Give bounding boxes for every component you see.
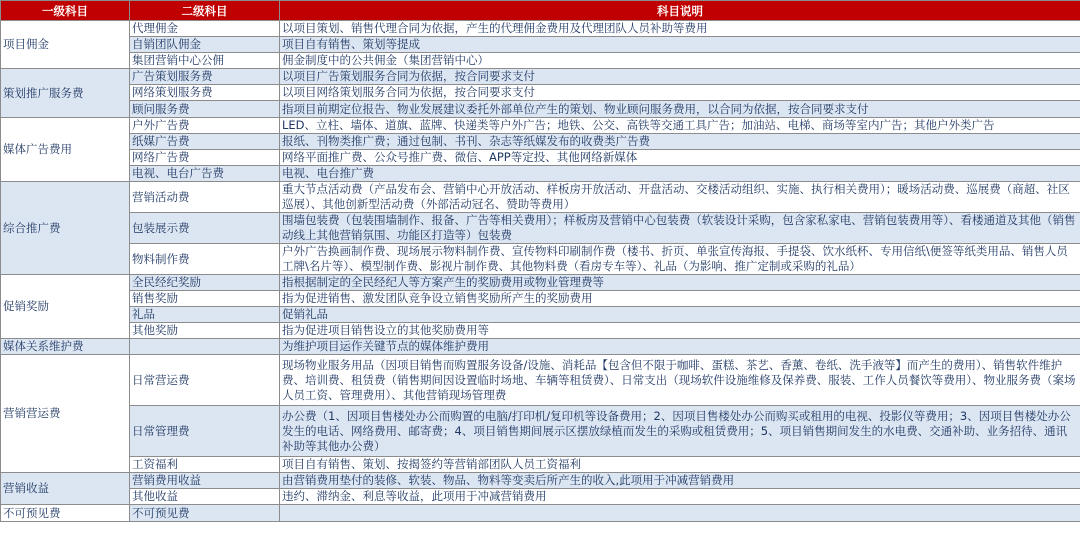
- table-row: [1, 134, 1080, 150]
- table-row: [1, 150, 1080, 166]
- table-row: [1, 339, 1080, 355]
- table-row: [1, 244, 1080, 275]
- description-cell: 重大节点活动费（产品发布会、营销中心开放活动、样板房开放活动、开盘活动、交楼活动组织、实施、执行相关费用）；暖场活动费、巡展费（商超、社区巡展）、其他创新型活动费（外部活动冠名、赞助等费用）: [280, 182, 1080, 213]
- table-row: [1, 291, 1080, 307]
- table-row: [1, 307, 1080, 323]
- level2-cell: 自销团队佣金: [130, 37, 280, 53]
- description-cell: 指为促进项目销售设立的其他奖励费用等: [280, 323, 1080, 339]
- description-cell: 指为促进销售、激发团队竞争设立销售奖励所产生的奖励费用: [280, 291, 1080, 307]
- level2-cell: 代理佣金: [130, 21, 280, 37]
- level2-cell: 户外广告费: [130, 118, 280, 134]
- description-cell: 办公费（1、因项目售楼处办公而购置的电脑/打印机/复印机等设备费用；2、因项目售楼处办公而购买或租用的电视、投影仪等费用；3、因项目售楼处办公发生的电话、网络费用、邮寄费；4、项目销售期间展示区摆放绿植而发生的采购或租赁费用；5、项目销售期间发生的水电费、交通补助、业务招待、通讯补助等其他办公费）: [280, 406, 1080, 457]
- level2-cell: 不可预见费: [130, 505, 280, 522]
- table-row: [1, 355, 1080, 406]
- table-row: [1, 166, 1080, 182]
- description-cell: 由营销费用垫付的装修、软装、物品、物料等变卖后所产生的收入,此项用于冲减营销费用: [280, 473, 1080, 489]
- description-cell: 以项目网络策划服务合同为依据，按合同要求支付: [280, 85, 1080, 101]
- description-cell: [280, 505, 1080, 522]
- level2-cell: 广告策划服务费: [130, 69, 280, 85]
- table-row: [1, 69, 1080, 85]
- description-cell: 网络平面推广费、公众号推广费、微信、APP等定投、其他网络新媒体: [280, 150, 1080, 166]
- header-level2: 二级科目: [130, 1, 280, 21]
- table-row: [1, 37, 1080, 53]
- description-cell: 促销礼品: [280, 307, 1080, 323]
- level1-cell: 促销奖励: [1, 275, 130, 339]
- level2-cell: 全民经纪奖励: [130, 275, 280, 291]
- table-row: [1, 118, 1080, 134]
- level2-cell: 销售奖励: [130, 291, 280, 307]
- description-cell: 为维护项目运作关键节点的媒体维护费用: [280, 339, 1080, 355]
- table-row: [1, 489, 1080, 505]
- description-cell: LED、立柱、墙体、道旗、蓝牌、快递类等户外广告；地铁、公交、高铁等交通工具广告；加油站、电梯、商场等室内广告；其他户外类广告: [280, 118, 1080, 134]
- description-cell: 指根据制定的全民经纪人等方案产生的奖励费用或物业管理费等: [280, 275, 1080, 291]
- table-row: [1, 21, 1080, 37]
- level1-cell: 策划推广服务费: [1, 69, 130, 118]
- table-row: [1, 101, 1080, 118]
- description-cell: 项目自有销售、策划、按揭签约等营销部团队人员工资福利: [280, 457, 1080, 473]
- level2-cell: 顾问服务费: [130, 101, 280, 118]
- level2-cell: 营销费用收益: [130, 473, 280, 489]
- level1-cell: 综合推广费: [1, 182, 130, 275]
- table-row: [1, 213, 1080, 244]
- description-cell: 现场物业服务用品（因项目销售而购置服务设备/设施、消耗品【包含但不限于咖啡、蛋糕、茶艺、香薰、卷纸、洗手液等】而产生的费用）、销售软件维护费、培训费、租赁费（销售期间因设置临时场地、车辆等租赁费）、日常支出（现场软件设施维修及保养费、服装、工作人员餐饮等费用）、物业服务费（案场人员工资、管理费用）、其他营销现场管理费: [280, 355, 1080, 406]
- description-cell: 项目自有销售、策划等提成: [280, 37, 1080, 53]
- description-cell: 报纸、刊物类推广费；通过包制、书刊、杂志等纸媒发布的收费类广告费: [280, 134, 1080, 150]
- description-cell: 佣金制度中的公共佣金（集团营销中心）: [280, 53, 1080, 69]
- table-row: [1, 473, 1080, 489]
- level2-cell: 营销活动费: [130, 182, 280, 213]
- header-row: [1, 1, 1080, 21]
- level1-cell: 不可预见费: [1, 505, 130, 522]
- description-cell: 违约、滞纳金、利息等收益，此项用于冲减营销费用: [280, 489, 1080, 505]
- table-row: [1, 53, 1080, 69]
- level2-cell: 日常营运费: [130, 355, 280, 406]
- header-description: 科目说明: [280, 1, 1080, 21]
- level2-cell: 电视、电台广告费: [130, 166, 280, 182]
- description-cell: 以项目策划、销售代理合同为依据，产生的代理佣金费用及代理团队人员补助等费用: [280, 21, 1080, 37]
- level1-cell: 媒体广告费用: [1, 118, 130, 182]
- description-cell: 以项目广告策划服务合同为依据，按合同要求支付: [280, 69, 1080, 85]
- level2-cell: 工资福利: [130, 457, 280, 473]
- level2-cell: 网络广告费: [130, 150, 280, 166]
- level2-cell: 网络策划服务费: [130, 85, 280, 101]
- table-row: [1, 275, 1080, 291]
- header-level1: 一级科目: [1, 1, 130, 21]
- table-row: [1, 505, 1080, 522]
- level1-cell: 营销收益: [1, 473, 130, 505]
- level1-cell: 项目佣金: [1, 21, 130, 69]
- level2-cell: 物料制作费: [130, 244, 280, 275]
- table-row: [1, 406, 1080, 457]
- description-cell: 户外广告换画制作费、现场展示物料制作费、宣传物料印刷制作费（楼书、折页、单张宣传海报、手提袋、饮水纸杯、专用信纸\便签等纸类用品、销售人员工牌\名片等）、模型制作费、影视片制作费、其他物料费（看房专车等）、礼品（为影响、推广定制或采购的礼品）: [280, 244, 1080, 275]
- level2-cell: 礼品: [130, 307, 280, 323]
- table-row: [1, 457, 1080, 473]
- level2-cell: 包装展示费: [130, 213, 280, 244]
- table-row: [1, 85, 1080, 101]
- level1-cell: 营销营运费: [1, 355, 130, 473]
- level2-cell: 其他奖励: [130, 323, 280, 339]
- level2-cell: [130, 339, 280, 355]
- table-body: [1, 21, 1080, 522]
- description-cell: 围墙包装费（包装围墙制作、报备、广告等相关费用）；样板房及营销中心包装费（软装设计采购，包含家私家电、营销包装费用等）、看楼通道及其他（销售动线上其他营销氛围、功能区打造等）包装费: [280, 213, 1080, 244]
- table-row: [1, 323, 1080, 339]
- description-cell: 电视、电台推广费: [280, 166, 1080, 182]
- level2-cell: 其他收益: [130, 489, 280, 505]
- level1-cell: 媒体关系维护费: [1, 339, 130, 355]
- level2-cell: 集团营销中心公佣: [130, 53, 280, 69]
- description-cell: 指项目前期定位报告、物业发展建议委托外部单位产生的策划、物业顾问服务费用，以合同为依据，按合同要求支付: [280, 101, 1080, 118]
- level2-cell: 日常管理费: [130, 406, 280, 457]
- table-row: [1, 182, 1080, 213]
- level2-cell: 纸媒广告费: [130, 134, 280, 150]
